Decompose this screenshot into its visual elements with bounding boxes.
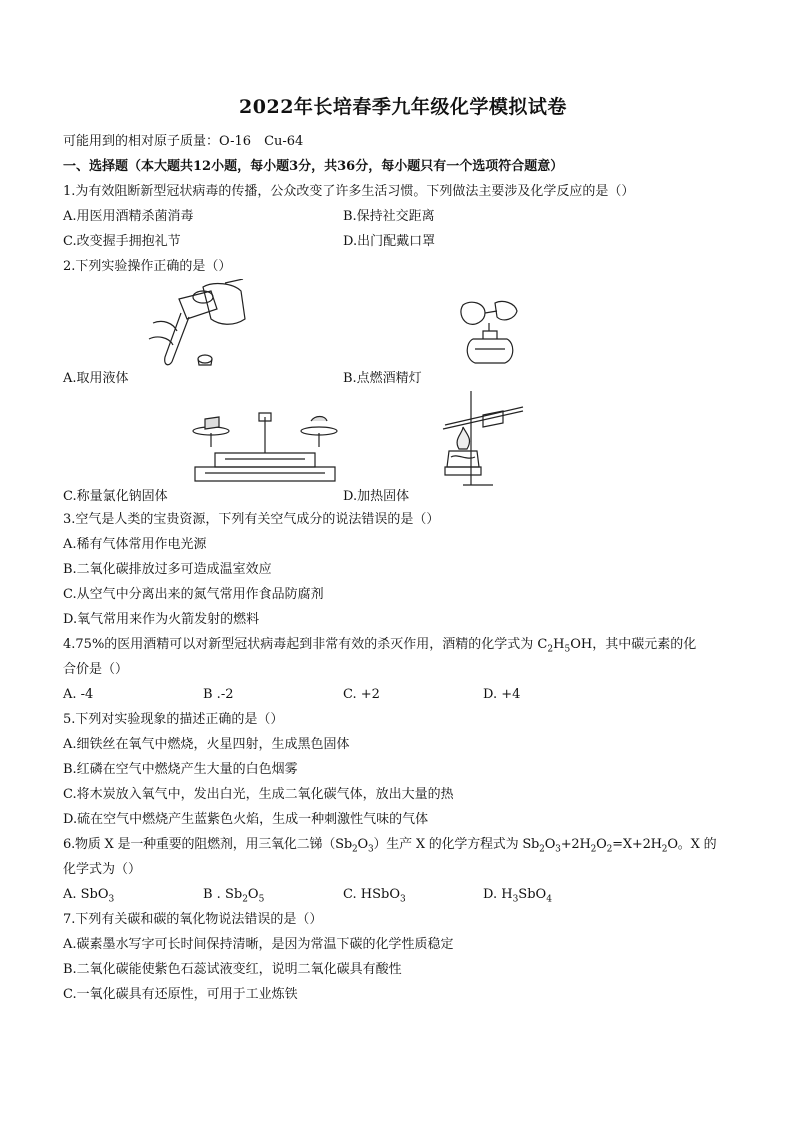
question-1-stem: 1.为有效阻断新型冠状病毒的传播，公众改变了许多生活习惯。下列做法主要涉及化学反应的是（） [63, 184, 635, 199]
q4-option-c: C. +2 [343, 687, 380, 702]
q4-option-a: A. -4 [63, 687, 94, 702]
q2-option-d-cell [343, 389, 623, 507]
q6-option-a: A. SbO$_3$ [63, 887, 115, 905]
q1-option-a: A.用医用酒精杀菌消毒 [63, 209, 194, 224]
balance-scale-illustration [185, 407, 345, 487]
q2-figure-row1 [63, 279, 743, 389]
question-7-stem: 7.下列有关碳和碳的氧化物说法错误的是（） [63, 912, 323, 927]
question-1-options-row2 [63, 229, 743, 254]
q3-option-b: B.二氧化碳排放过多可造成温室效应 [63, 562, 272, 577]
q1-option-c: C.改变握手拥抱礼节 [63, 234, 181, 249]
q7-option-c: C.一氧化碳具有还原性，可用于工业炼铁 [63, 987, 298, 1002]
q6-option-b: B . $Sb_2O_5$ [203, 887, 265, 905]
q3-option-c: C.从空气中分离出来的氮气常用作食品防腐剂 [63, 587, 324, 602]
q2-option-d: D.加热固体 [343, 489, 410, 504]
page-title: 2022年长培春季九年级化学模拟试卷 [239, 96, 567, 118]
q2-option-b: B.点燃酒精灯 [343, 371, 422, 386]
exam-page [63, 92, 743, 1007]
q7-option-a: A.碳素墨水写字可长时间保持清晰，是因为常温下碳的化学性质稳定 [63, 937, 454, 952]
question-6-stem-cont: 化学式为（） [63, 862, 142, 877]
q6-option-c: C. HSbO$_3$ [343, 887, 406, 905]
q1-option-d: D.出门配戴口罩 [343, 234, 436, 249]
pouring-liquid-illustration [133, 279, 253, 371]
question-1-options-row1 [63, 204, 743, 229]
q2-option-c: C.称量氯化钠固体 [63, 489, 168, 504]
question-3-stem: 3.空气是人类的宝贵资源，下列有关空气成分的说法错误的是（） [63, 512, 440, 527]
q2-option-a-cell [63, 279, 343, 389]
question-4-stem: 4.75%的医用酒精可以对新型冠状病毒起到非常有效的杀灭作用，酒精的化学式为 $C_2H_5OH$，其中碳元素的化 [63, 637, 697, 655]
q1-option-b: B.保持社交距离 [343, 209, 435, 224]
q5-option-a: A.细铁丝在氧气中燃烧，火星四射，生成黑色固体 [63, 737, 350, 752]
question-2-stem: 2.下列实验操作正确的是（） [63, 259, 232, 274]
q5-option-d: D.硫在空气中燃烧产生蓝紫色火焰，生成一种刺激性气味的气体 [63, 812, 429, 827]
question-4-stem-cont: 合价是（） [63, 662, 129, 677]
question-5-stem: 5.下列对实验现象的描述正确的是（） [63, 712, 284, 727]
atomic-masses: 可能用到的相对原子质量：O-16 Cu-64 [63, 134, 304, 149]
q2-option-c-cell [63, 389, 343, 507]
alcohol-lamp-illustration [455, 297, 525, 367]
question-6-stem: 6.物质 X 是一种重要的阻燃剂，用三氧化二锑$(Sb_2O_3)$生产 X 的化学方程式为 $Sb_2O_3+2H_2O_2=X+2H_2O$。X 的 [63, 837, 717, 855]
q2-figure-row2 [63, 389, 743, 507]
section-heading: 一、选择题（本大题共12小题，每小题3分，共36分，每小题只有一个选项符合题意） [63, 159, 564, 174]
q4-option-d: D. +4 [483, 687, 521, 702]
q2-option-b-cell [343, 279, 623, 389]
q5-option-b: B.红磷在空气中燃烧产生大量的白色烟雾 [63, 762, 298, 777]
q3-option-d: D.氧气常用来作为火箭发射的燃料 [63, 612, 260, 627]
q3-option-a: A.稀有气体常用作电光源 [63, 537, 207, 552]
q2-option-a: A.取用液体 [63, 371, 129, 386]
q6-option-d: D. $H_3SbO_4$ [483, 887, 552, 905]
q5-option-c: C.将木炭放入氧气中，发出白光，生成二氧化碳气体，放出大量的热 [63, 787, 454, 802]
question-4-options [63, 682, 743, 707]
question-6-options [63, 882, 743, 907]
q7-option-b: B.二氧化碳能使紫色石蕊试液变红，说明二氧化碳具有酸性 [63, 962, 402, 977]
q4-option-b: B .-2 [203, 687, 234, 702]
heating-apparatus-illustration [423, 389, 533, 489]
